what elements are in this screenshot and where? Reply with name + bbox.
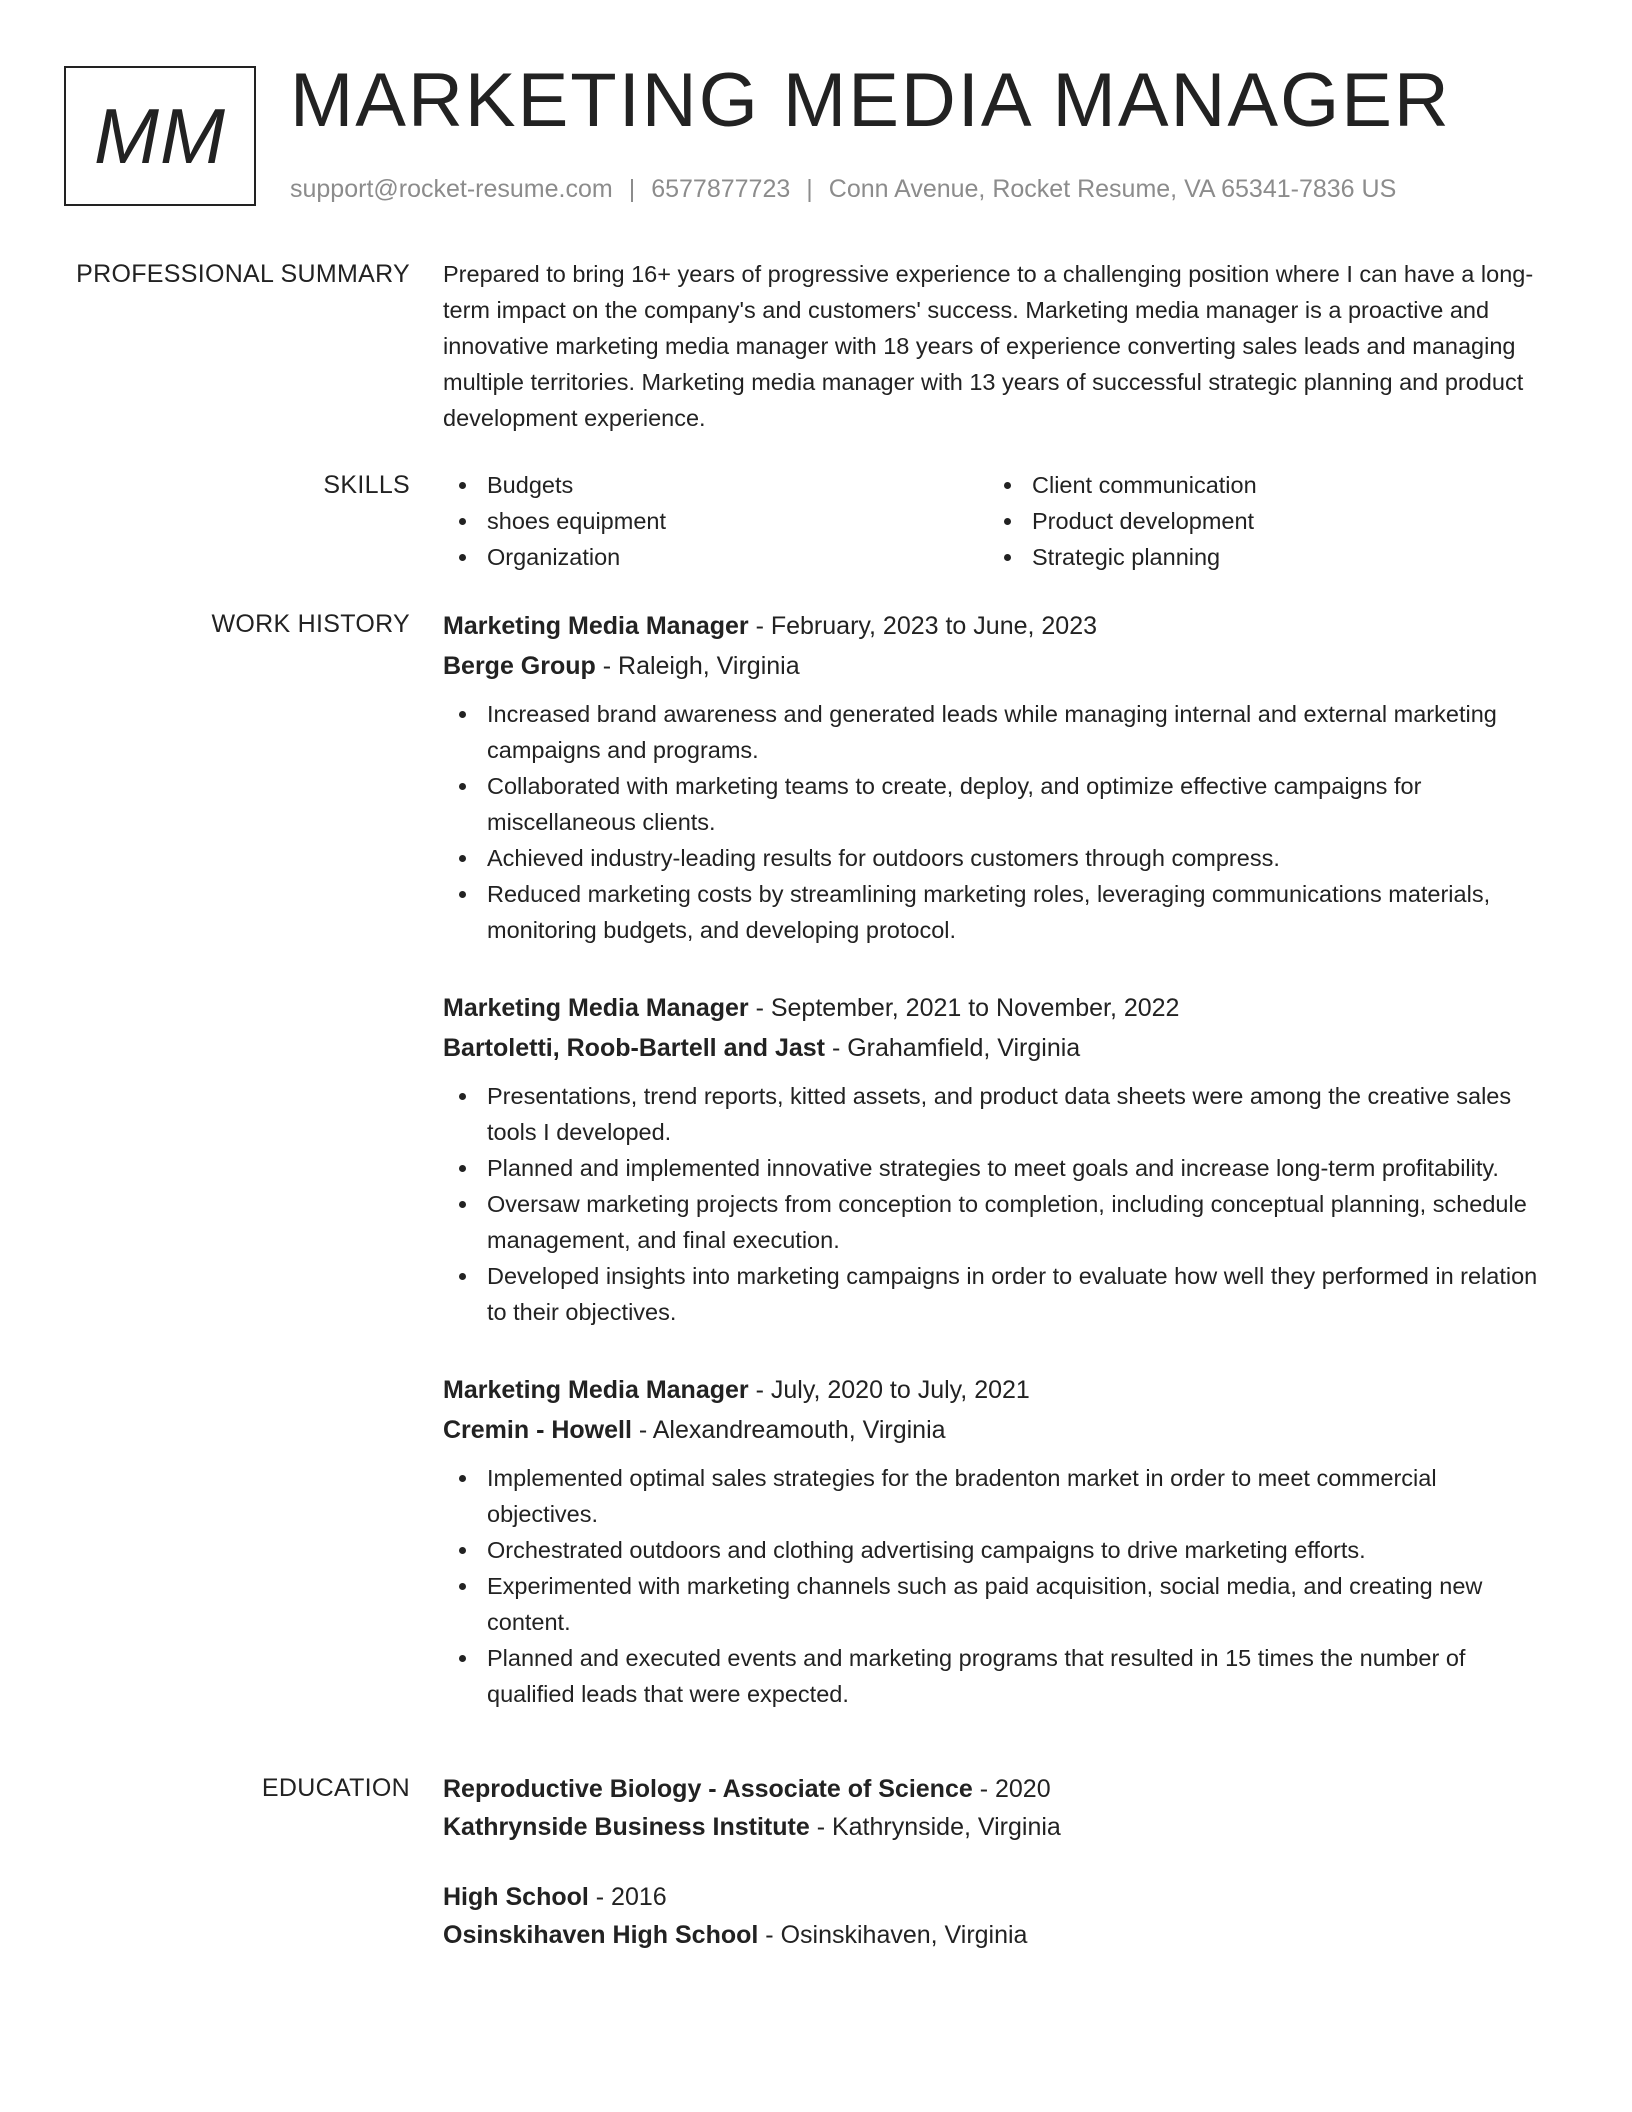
job-title: Marketing Media Manager — [443, 1376, 749, 1404]
job-title-line — [443, 1370, 1553, 1410]
skills-list-right — [988, 467, 1533, 575]
education-degree-line — [443, 1878, 1553, 1916]
job-bullet: Presentations, trend reports, kitted assets, and product data sheets were among the creative sales tools I developed. — [443, 1078, 1553, 1150]
job-company: Bartoletti, Roob-Bartell and Jast — [443, 1034, 825, 1062]
education-location: - Kathrynside, Virginia — [809, 1813, 1061, 1841]
education-school: Kathrynside Business Institute — [443, 1813, 810, 1841]
job-entry — [443, 606, 1553, 948]
job-bullet: Increased brand awareness and generated leads while managing internal and external marketing campaigns and programs. — [443, 696, 1553, 768]
skills-list-left — [443, 467, 988, 575]
skills-body — [443, 467, 1553, 575]
job-company-line — [443, 646, 1553, 686]
job-title-line — [443, 988, 1553, 1028]
job-company: Cremin - Howell — [443, 1416, 632, 1444]
job-bullet: Oversaw marketing projects from conception to completion, including conceptual planning, schedule management, and final execution. — [443, 1186, 1553, 1258]
job-bullet: Implemented optimal sales strategies for the bradenton market in order to meet commercial objectives. — [443, 1460, 1553, 1532]
job-bullet: Orchestrated outdoors and clothing advertising campaigns to drive marketing efforts. — [443, 1532, 1553, 1568]
education-degree: High School — [443, 1883, 589, 1911]
skill-item: shoes equipment — [443, 503, 988, 539]
skill-item: Budgets — [443, 467, 988, 503]
education-degree-line — [443, 1770, 1553, 1808]
education-year: - 2020 — [972, 1775, 1051, 1803]
contact-address: Conn Avenue, Rocket Resume, VA 65341-7836 US — [828, 175, 1397, 203]
education-school-line — [443, 1916, 1553, 1954]
job-bullets — [443, 1078, 1553, 1330]
section-label-skills: SKILLS — [323, 471, 410, 499]
job-bullet: Achieved industry-leading results for outdoors customers through compress. — [443, 840, 1553, 876]
job-entry — [443, 988, 1553, 1330]
monogram-initials: MM — [94, 91, 226, 180]
section-label-summary: PROFESSIONAL SUMMARY — [76, 260, 410, 288]
education-entry — [443, 1878, 1553, 1954]
job-location: - Alexandreamouth, Virginia — [631, 1416, 946, 1444]
contact-email[interactable]: support@rocket-resume.com — [290, 175, 613, 203]
skill-item: Strategic planning — [988, 539, 1533, 575]
job-title-line — [443, 606, 1553, 646]
job-company-line — [443, 1410, 1553, 1450]
job-dates: - September, 2021 to November, 2022 — [748, 994, 1180, 1022]
job-bullet: Reduced marketing costs by streamlining marketing roles, leveraging communications materials, monitoring budgets, and developing protocol. — [443, 876, 1553, 948]
education-year: - 2016 — [588, 1883, 667, 1911]
job-dates: - February, 2023 to June, 2023 — [748, 612, 1098, 640]
contact-line — [290, 172, 1396, 206]
skill-item: Organization — [443, 539, 988, 575]
summary-text: Prepared to bring 16+ years of progressive experience to a challenging position where I can have a long-term impact on the company's and customers' success. Marketing media manager is a proactive and innovative marketing media manager with 18 years of experience converting sales leads and managing multiple territories. Marketing media manager with 13 years of successful strategic planning and product development experience. — [443, 261, 1534, 431]
job-company: Berge Group — [443, 652, 596, 680]
skill-item: Client communication — [988, 467, 1533, 503]
job-bullet: Planned and implemented innovative strategies to meet goals and increase long-term profitability. — [443, 1150, 1553, 1186]
education-location: - Osinskihaven, Virginia — [758, 1921, 1028, 1949]
section-label-education: EDUCATION — [261, 1774, 410, 1802]
education-school: Osinskihaven High School — [443, 1921, 759, 1949]
job-title: Marketing Media Manager — [443, 612, 749, 640]
job-location: - Raleigh, Virginia — [595, 652, 800, 680]
job-title: Marketing Media Manager — [443, 994, 749, 1022]
candidate-name: MARKETING MEDIA MANAGER — [290, 58, 1451, 143]
job-bullet: Experimented with marketing channels such as paid acquisition, social media, and creating new content. — [443, 1568, 1553, 1640]
job-bullets — [443, 1460, 1553, 1712]
section-label-work-history: WORK HISTORY — [211, 610, 410, 638]
summary-body — [443, 256, 1553, 436]
job-bullet: Planned and executed events and marketing programs that resulted in 15 times the number of qualified leads that were expected. — [443, 1640, 1553, 1712]
skill-item: Product development — [988, 503, 1533, 539]
work-history-body — [443, 606, 1553, 1752]
job-location: - Grahamfield, Virginia — [825, 1034, 1081, 1062]
job-entry — [443, 1370, 1553, 1712]
job-bullet: Developed insights into marketing campaigns in order to evaluate how well they performed in relation to their objectives. — [443, 1258, 1553, 1330]
education-degree: Reproductive Biology - Associate of Science — [443, 1775, 973, 1803]
monogram-box — [64, 66, 256, 206]
contact-phone[interactable]: 6577877723 — [651, 175, 791, 203]
contact-separator: | — [806, 175, 813, 203]
job-bullets — [443, 696, 1553, 948]
contact-separator: | — [628, 175, 636, 203]
education-school-line — [443, 1808, 1553, 1846]
education-body — [443, 1770, 1553, 1986]
job-dates: - July, 2020 to July, 2021 — [748, 1376, 1030, 1404]
education-entry — [443, 1770, 1553, 1846]
job-bullet: Collaborated with marketing teams to create, deploy, and optimize effective campaigns for miscellaneous clients. — [443, 768, 1553, 840]
job-company-line — [443, 1028, 1553, 1068]
